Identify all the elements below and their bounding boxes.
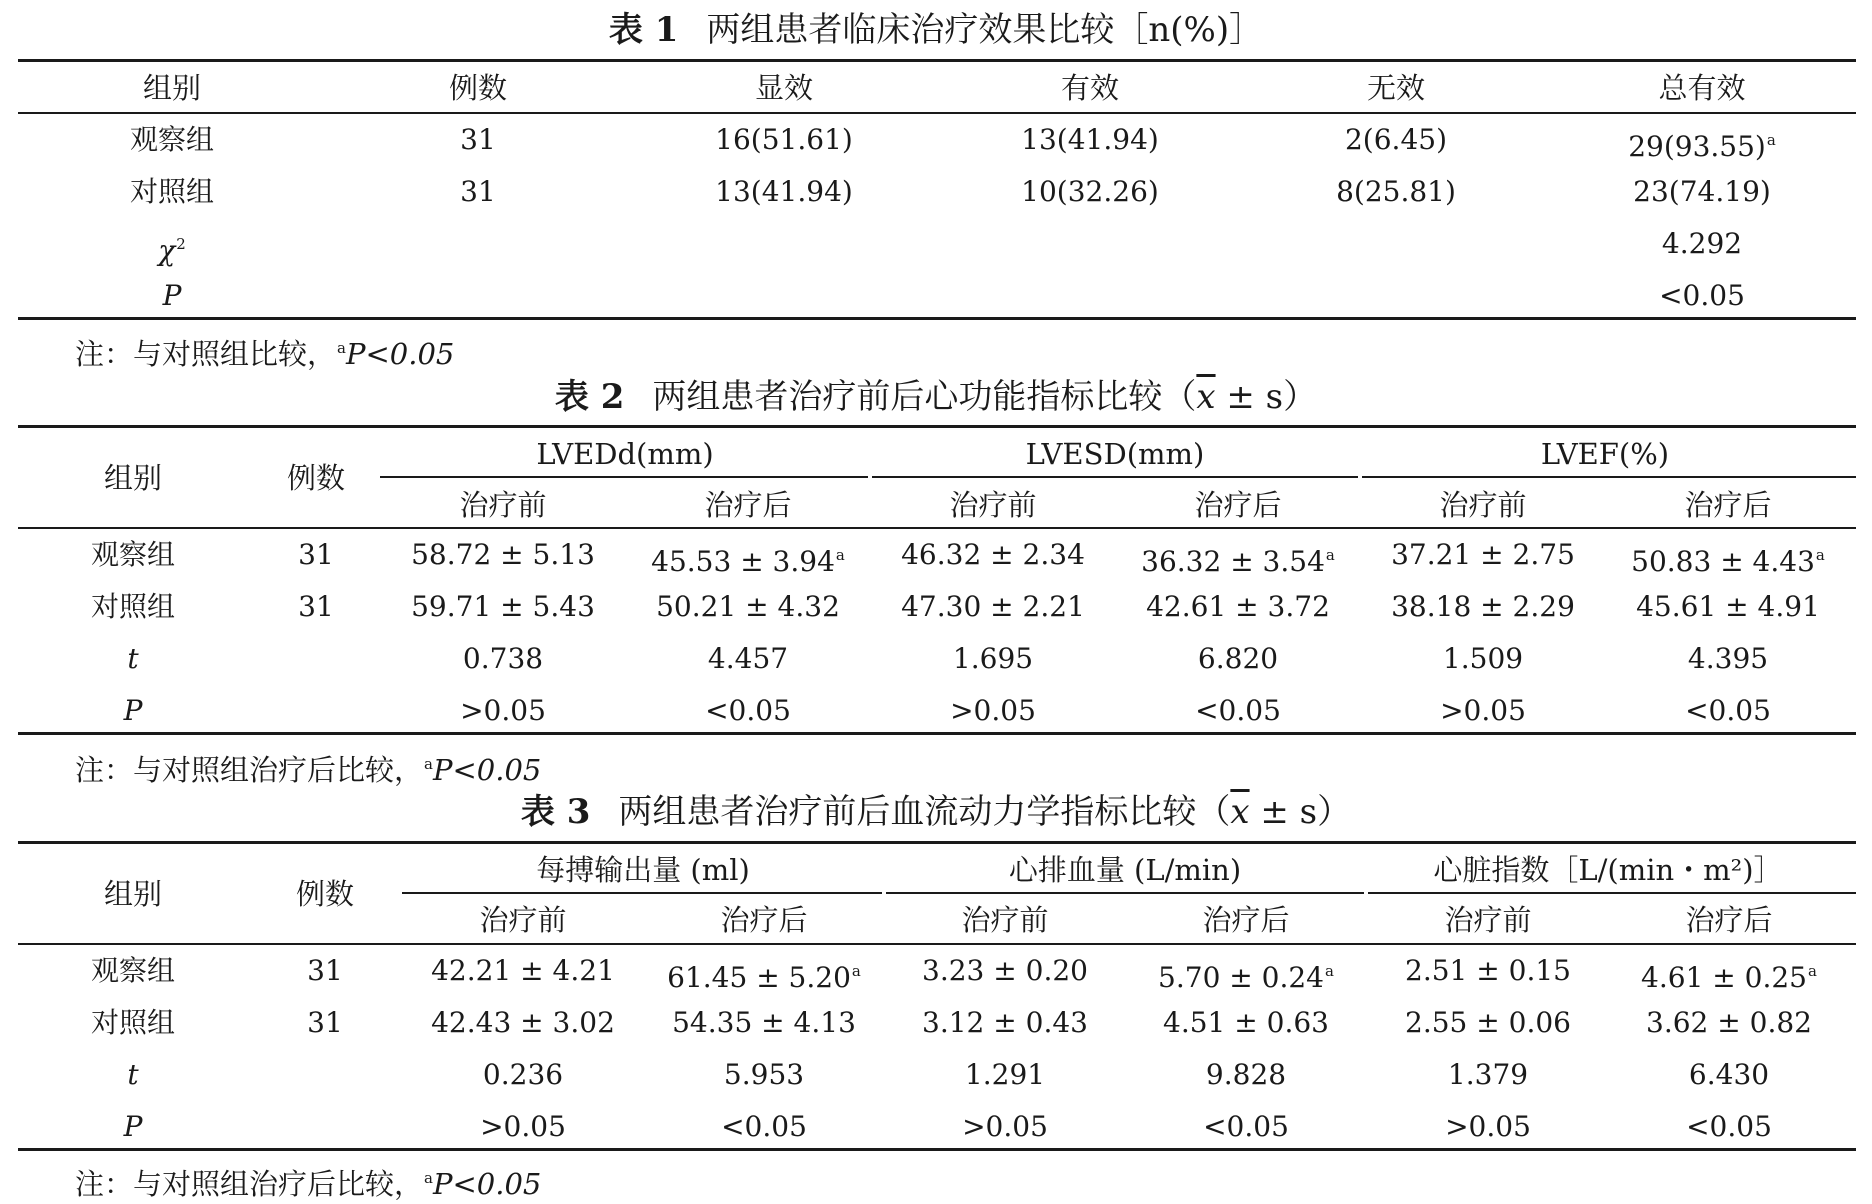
table2-group-rule <box>872 476 1358 478</box>
table3-cell: 1.291 <box>964 1058 1046 1091</box>
table3-group-cardiac-output: 心排血量 (L/min) <box>1008 853 1242 887</box>
table2-cell-value: 50.83 ± 4.43 <box>1631 545 1815 578</box>
table3-cell-marked <box>1158 953 1334 996</box>
table3-cell: 42.43 ± 3.02 <box>431 1006 615 1039</box>
table2-cell: 4.457 <box>707 642 789 675</box>
mean-symbol: $\overline{x}$ <box>1230 792 1250 832</box>
table1-header-group: 组别 <box>142 71 202 105</box>
table1-cell-value: 29(93.55) <box>1628 130 1766 163</box>
table1-chi-label <box>158 226 186 269</box>
table1-cell: 13(41.94) <box>1021 123 1159 156</box>
table3-cell: 观察组 <box>90 954 176 987</box>
table2-cell: >0.05 <box>1440 694 1526 727</box>
note-suffix: P<0.05 <box>432 1167 542 1201</box>
note-prefix: 注：与对照组治疗后比较， <box>75 1167 424 1201</box>
table3-cell: 31 <box>307 1006 343 1039</box>
note-suffix: P<0.05 <box>432 753 542 787</box>
table2-title <box>0 375 1872 419</box>
table2-cell-marked <box>651 537 845 580</box>
table3-cell: 6.430 <box>1688 1058 1770 1091</box>
table1-title <box>0 8 1872 52</box>
table2-cell: <0.05 <box>1685 694 1771 727</box>
table3-cell: >0.05 <box>1445 1110 1531 1143</box>
table3-cell: >0.05 <box>962 1110 1048 1143</box>
significance-mark: a <box>835 546 845 564</box>
significance-mark: a <box>424 1169 433 1187</box>
table2-group-lvef: LVEF(%) <box>1540 437 1670 471</box>
table3-cell: 3.62 ± 0.82 <box>1646 1006 1812 1039</box>
table3-cell: 3.12 ± 0.43 <box>922 1006 1088 1039</box>
table2-cell: 31 <box>298 590 334 623</box>
significance-mark: a <box>1808 962 1817 980</box>
significance-mark: a <box>1325 546 1335 564</box>
table1-header-ineffective: 无效 <box>1366 71 1426 105</box>
table3-cell: <0.05 <box>721 1110 807 1143</box>
table2-cell-marked <box>1631 537 1825 580</box>
significance-mark: a <box>1766 131 1776 149</box>
table2-subheader: 治疗后 <box>1684 488 1772 522</box>
table1-cell: 8(25.81) <box>1336 175 1456 208</box>
table3-cell: 31 <box>307 954 343 987</box>
chi-superscript: 2 <box>176 235 186 253</box>
table3-top-rule <box>18 841 1856 844</box>
table2-cell: 47.30 ± 2.21 <box>901 590 1085 623</box>
table2-cell: 1.695 <box>952 642 1034 675</box>
table2-cell: 6.820 <box>1197 642 1279 675</box>
table1-cell: 16(51.61) <box>715 123 853 156</box>
table3-group-cardiac-index: 心脏指数［L/(min・m²)］ <box>1433 853 1783 887</box>
table3-cell: >0.05 <box>480 1110 566 1143</box>
table3-cell-marked <box>667 953 861 996</box>
table1-cell: 观察组 <box>129 123 215 156</box>
table1-cell: 13(41.94) <box>715 175 853 208</box>
table3-group-stroke-volume: 每搏输出量 (ml) <box>536 853 750 887</box>
table2-group-lvesd: LVESD(mm) <box>1025 437 1205 471</box>
table3-cell: <0.05 <box>1203 1110 1289 1143</box>
table3-title-tail: ± s） <box>1249 792 1352 832</box>
table2-subheader: 治疗后 <box>704 488 792 522</box>
table3-header-count: 例数 <box>295 877 355 911</box>
table3-subheader: 治疗后 <box>1202 903 1290 937</box>
table3-cell: 3.23 ± 0.20 <box>922 954 1088 987</box>
note-prefix: 注：与对照组治疗后比较， <box>75 753 424 787</box>
table1-header-effective: 有效 <box>1060 71 1120 105</box>
table3-cell: 9.828 <box>1205 1058 1287 1091</box>
table2-subheader: 治疗前 <box>949 488 1037 522</box>
table3-subheader: 治疗前 <box>1444 903 1532 937</box>
table1-cell: 2(6.45) <box>1344 123 1448 156</box>
table2-header-count: 例数 <box>286 461 346 495</box>
table3-cell: 54.35 ± 4.13 <box>672 1006 856 1039</box>
note-prefix: 注：与对照组比较， <box>75 337 337 371</box>
table1-chi-value: 4.292 <box>1661 227 1743 260</box>
table1-note <box>75 328 454 374</box>
table3-group-rule <box>402 892 882 894</box>
table2-cell: 31 <box>298 538 334 571</box>
table1-cell: 对照组 <box>129 175 215 208</box>
significance-mark: a <box>851 962 861 980</box>
table2-title-main: 两组患者治疗前后心功能指标比较（ <box>652 377 1197 417</box>
table3-cell-marked <box>1641 953 1817 996</box>
table2-cell-marked <box>1141 537 1335 580</box>
table2-header-group: 组别 <box>103 461 163 495</box>
table2-group-rule <box>380 476 868 478</box>
table3-number: 表 3 <box>520 792 591 832</box>
table1-cell-total <box>1628 122 1776 165</box>
table2-subheader: 治疗后 <box>1194 488 1282 522</box>
table3-subheader: 治疗前 <box>961 903 1049 937</box>
table3-bottom-rule <box>18 1148 1856 1151</box>
table1-header-count: 例数 <box>448 71 508 105</box>
table3-group-rule <box>1368 892 1856 894</box>
table2-cell: 59.71 ± 5.43 <box>411 590 595 623</box>
table1-number: 表 1 <box>608 10 679 50</box>
table1-cell: 31 <box>460 123 496 156</box>
table3-cell-value: 5.70 ± 0.24 <box>1158 961 1324 994</box>
table1-cell: 23(74.19) <box>1633 175 1771 208</box>
table2-cell: 46.32 ± 2.34 <box>901 538 1085 571</box>
table2-cell: <0.05 <box>1195 694 1281 727</box>
table2-cell: 4.395 <box>1687 642 1769 675</box>
table1-header-marked: 显效 <box>754 71 814 105</box>
table3-t-label: t <box>127 1058 139 1091</box>
table3-note <box>75 1158 541 1204</box>
table3-title-main: 两组患者治疗前后血流动力学指标比较（ <box>618 792 1231 832</box>
table3-subheader: 治疗后 <box>1685 903 1773 937</box>
table2-subheader: 治疗前 <box>1439 488 1527 522</box>
table1-header-rule <box>18 112 1856 114</box>
table1-top-rule <box>18 59 1856 62</box>
table1-cell: 10(32.26) <box>1021 175 1159 208</box>
table2-subheader: 治疗前 <box>459 488 547 522</box>
table1-p-label: P <box>162 279 182 312</box>
table3-cell: 对照组 <box>90 1006 176 1039</box>
significance-mark: a <box>337 339 346 357</box>
table2-cell-value: 45.53 ± 3.94 <box>651 545 835 578</box>
table3-subheader: 治疗前 <box>479 903 567 937</box>
table1-p-value: <0.05 <box>1659 279 1745 312</box>
table1-bottom-rule <box>18 317 1856 320</box>
table2-cell: >0.05 <box>460 694 546 727</box>
table1-header-total: 总有效 <box>1658 71 1746 105</box>
table2-t-label: t <box>127 642 139 675</box>
table2-cell: 1.509 <box>1442 642 1524 675</box>
table2-p-label: P <box>123 694 143 727</box>
table3-cell: 4.51 ± 0.63 <box>1163 1006 1329 1039</box>
mean-symbol: $\overline{x}$ <box>1196 377 1216 417</box>
table2-title-tail: ± s） <box>1215 377 1318 417</box>
table3-cell: 0.236 <box>482 1058 564 1091</box>
table3-cell: 1.379 <box>1447 1058 1529 1091</box>
table2-cell: 50.21 ± 4.32 <box>656 590 840 623</box>
table3-cell-value: 4.61 ± 0.25 <box>1641 961 1807 994</box>
chi-symbol: χ <box>158 234 176 267</box>
significance-mark: a <box>1815 546 1825 564</box>
table2-number: 表 2 <box>554 377 625 417</box>
table2-cell: 45.61 ± 4.91 <box>1636 590 1820 623</box>
table2-cell: <0.05 <box>705 694 791 727</box>
table3-cell: 42.21 ± 4.21 <box>431 954 615 987</box>
table1-cell: 31 <box>460 175 496 208</box>
table2-cell: 观察组 <box>90 538 176 571</box>
table2-cell: 对照组 <box>90 590 176 623</box>
table2-note <box>75 744 541 790</box>
significance-mark: a <box>1325 962 1334 980</box>
table2-cell: 58.72 ± 5.13 <box>411 538 595 571</box>
table2-cell: 42.61 ± 3.72 <box>1146 590 1330 623</box>
table1-title-text: 两组患者临床治疗效果比较［n(%)］ <box>706 10 1264 50</box>
table3-cell: 2.55 ± 0.06 <box>1405 1006 1571 1039</box>
table3-cell: 2.51 ± 0.15 <box>1405 954 1571 987</box>
table3-header-rule <box>18 943 1856 945</box>
table3-cell: <0.05 <box>1686 1110 1772 1143</box>
table3-cell-value: 61.45 ± 5.20 <box>667 961 851 994</box>
significance-mark: a <box>424 755 433 773</box>
table2-bottom-rule <box>18 732 1856 735</box>
table3-subheader: 治疗后 <box>720 903 808 937</box>
table3-p-label: P <box>123 1110 143 1143</box>
table3-cell: 5.953 <box>723 1058 805 1091</box>
table2-cell: >0.05 <box>950 694 1036 727</box>
table2-header-rule <box>18 527 1856 529</box>
table2-group-rule <box>1362 476 1856 478</box>
table2-cell-value: 36.32 ± 3.54 <box>1141 545 1325 578</box>
table3-header-group: 组别 <box>103 877 163 911</box>
table2-group-lvedd: LVEDd(mm) <box>536 437 714 471</box>
table3-group-rule <box>886 892 1364 894</box>
table3-title <box>0 790 1872 834</box>
table2-cell: 37.21 ± 2.75 <box>1391 538 1575 571</box>
note-suffix: P<0.05 <box>345 337 455 371</box>
table2-top-rule <box>18 425 1856 428</box>
table2-cell: 0.738 <box>462 642 544 675</box>
table2-cell: 38.18 ± 2.29 <box>1391 590 1575 623</box>
